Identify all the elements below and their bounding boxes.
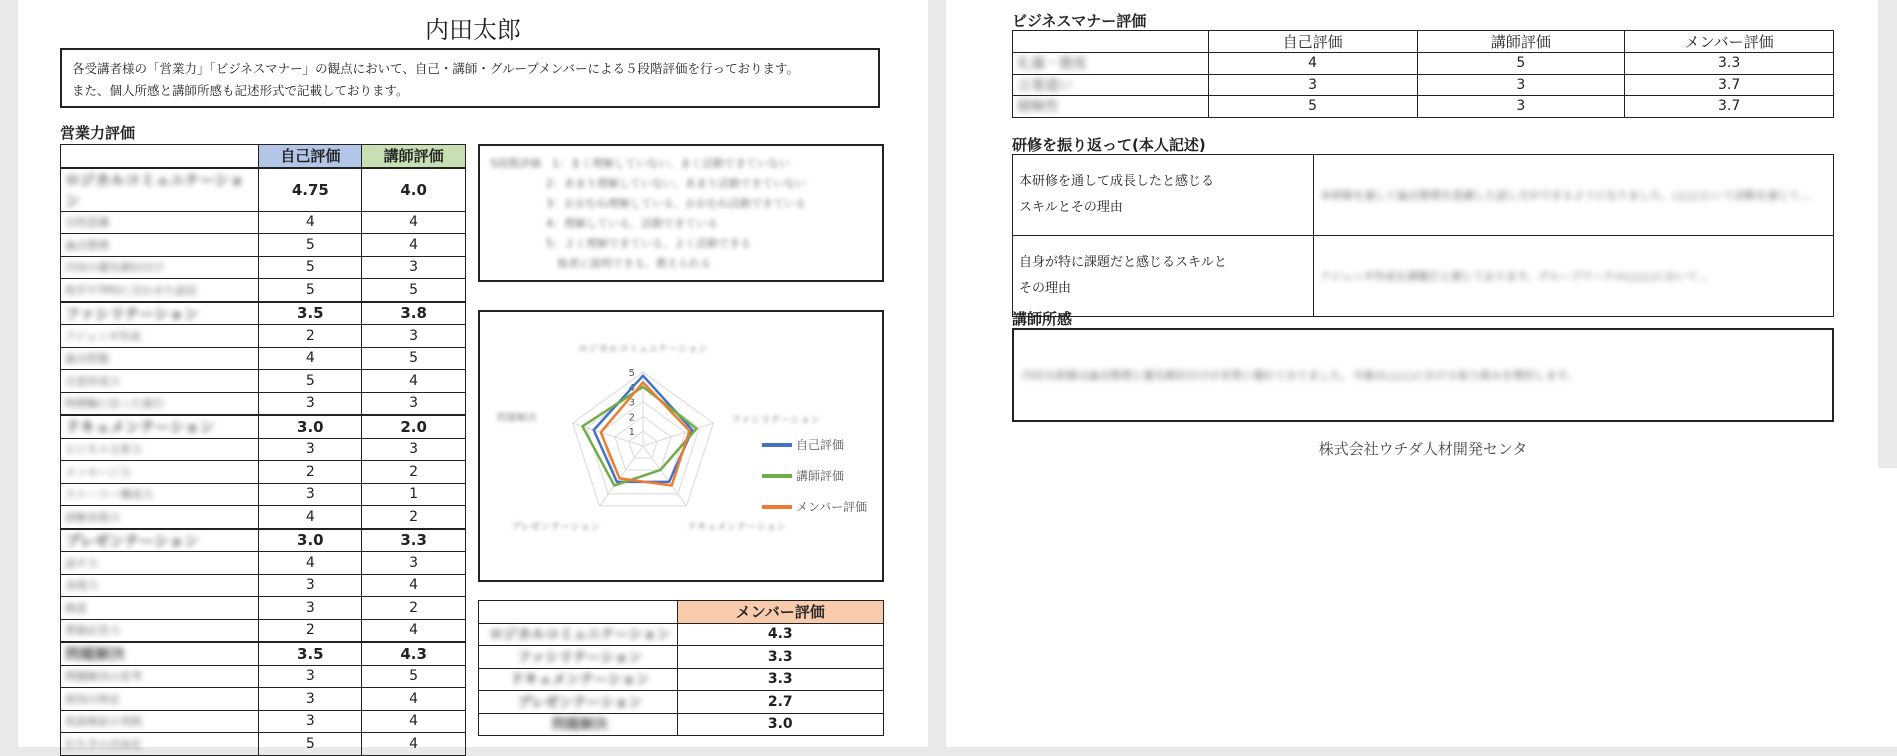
reflection-row: [1013, 155, 1834, 236]
instructor-score: 4: [362, 370, 466, 393]
instructor-score: 4: [362, 234, 466, 257]
instructor-score: 3: [362, 325, 466, 348]
company-name: 株式会社ウチダ人材開発センタ: [1318, 440, 1528, 458]
table-row: [61, 392, 466, 415]
self-score: 4: [259, 211, 362, 234]
self-score: 3.5: [259, 302, 362, 325]
skill-name: [61, 168, 259, 212]
table-row: [61, 688, 466, 711]
table-row: [479, 691, 884, 714]
skill-name: [61, 325, 259, 348]
self-score: 5: [259, 234, 362, 257]
reflection-question-line: その理由: [1019, 281, 1072, 296]
report-page-left: [18, 0, 928, 752]
skill-name: [61, 733, 259, 756]
skill-name: [61, 574, 259, 597]
self-score: 3.5: [259, 642, 362, 665]
member-header: メンバー評価: [677, 601, 884, 624]
manner-evaluation-table: [1012, 30, 1834, 118]
skill-name-text: 打ち手の具体化: [65, 737, 142, 751]
table-row: [479, 646, 884, 669]
table-row: [61, 506, 466, 529]
skill-name: [61, 529, 259, 552]
skill-name: [61, 710, 259, 733]
radar-category-label: ロジカルコミュニケーション: [578, 344, 708, 355]
skill-name-text: 合意形成力: [65, 374, 120, 388]
reflection-question: [1013, 236, 1314, 317]
self-score: 5: [259, 256, 362, 279]
table-row: [61, 710, 466, 733]
member-score: 3.7: [1625, 74, 1834, 96]
sales-evaluation-table: [60, 144, 466, 756]
manner-item-text: 積極性: [1017, 99, 1059, 116]
instructor-section-label: 講師所感: [1012, 310, 1073, 328]
table-row: [61, 347, 466, 370]
instructor-score: 3: [1417, 74, 1625, 96]
self-score: 5: [259, 370, 362, 393]
instructor-score: 3.8: [362, 302, 466, 325]
reflection-row: [1013, 236, 1834, 317]
category-row: [61, 642, 466, 665]
manner-header-member: メンバー評価: [1625, 31, 1834, 53]
category-name-text: ドキュメンテーション: [510, 672, 650, 689]
skill-name: [61, 619, 259, 642]
sales-header-instructor: 講師評価: [362, 145, 466, 168]
sales-header-self: 自己評価: [259, 145, 362, 168]
self-score: 3: [259, 438, 362, 461]
skill-name: [61, 506, 259, 529]
legend-label: 講師評価: [796, 469, 845, 483]
self-score: 4.75: [259, 168, 362, 212]
skill-name-text: アジェンダ作成: [65, 329, 141, 343]
instructor-score: 4: [362, 211, 466, 234]
skill-name-text: ビジネス文章力: [65, 443, 142, 457]
skill-name: [61, 279, 259, 302]
manner-item-text: 礼儀・態度: [1017, 56, 1087, 73]
table-row: [61, 256, 466, 279]
radar-tick-label: 4: [628, 382, 635, 394]
radar-tick-label: 5: [628, 368, 635, 379]
skill-name-text: 目的意識: [65, 216, 109, 230]
skill-name-text: 質疑応答力: [65, 624, 120, 638]
report-page-right: [946, 0, 1878, 468]
skill-name-text: 問題解決の思考: [65, 670, 142, 684]
table-row: [61, 211, 466, 234]
blank-area: [946, 468, 1897, 747]
member-header-blank: [479, 601, 678, 624]
self-score: 3: [259, 574, 362, 597]
reflection-question-line: 本研修を通して成長したと感じる: [1019, 174, 1215, 189]
scale-legend-line: 2：あまり理解していない、あまり活動できていない: [546, 177, 806, 190]
legend-entry: [762, 429, 867, 460]
skill-name: [61, 211, 259, 234]
table-row: [479, 623, 884, 646]
manner-section-label: ビジネスマナー評価: [1012, 12, 1147, 30]
table-row: [61, 325, 466, 348]
instructor-score: 3: [1417, 96, 1625, 118]
member-evaluation-table: [478, 600, 884, 736]
self-score: 3: [259, 710, 362, 733]
skill-name-text: 内容の優先順位付け: [65, 261, 164, 275]
skill-name: [61, 438, 259, 461]
category-row: [61, 302, 466, 325]
instructor-score: 4: [362, 574, 466, 597]
category-row: [61, 529, 466, 552]
reflection-answer: 本研修を通して論点整理を意識した話し方ができるようになりました。○○○という活動を通じて…: [1320, 189, 1811, 202]
self-score: 4: [259, 506, 362, 529]
radar-category-label: 問題解決: [496, 413, 537, 425]
legend-label: 自己評価: [796, 438, 845, 452]
instructor-score: 4: [362, 733, 466, 756]
radar-tick-label: 3: [628, 397, 635, 409]
table-row: [61, 438, 466, 461]
radar-chart: [478, 310, 884, 582]
reflection-answer: アジェンダ作成を課題だと感じております。グループワークの○○○において…: [1320, 270, 1709, 283]
skill-name: [61, 688, 259, 711]
skill-name-text: 論点整理: [65, 238, 109, 252]
table-row: [61, 461, 466, 484]
manner-item-text: 言葉遣い: [1017, 77, 1073, 94]
instructor-score: 2.0: [362, 415, 466, 438]
self-score: 5: [1208, 96, 1417, 118]
member-score: 3.7: [1625, 96, 1834, 118]
skill-name: [61, 552, 259, 575]
sales-header-blank: [61, 145, 259, 168]
instructor-score: 3: [362, 392, 466, 415]
category-name-text: プレゼンテーション: [517, 694, 643, 711]
scale-legend-box: [478, 144, 884, 282]
scale-legend-text: [490, 154, 872, 274]
instructor-score: 2: [362, 461, 466, 484]
instructor-score: 5: [1417, 53, 1625, 75]
skill-name: [61, 483, 259, 506]
skill-name-text: 論点把握: [65, 352, 109, 366]
table-row: [61, 552, 466, 575]
skill-name-text: ドキュメンテーション: [65, 418, 215, 437]
instructor-score: 4.0: [362, 168, 466, 212]
scale-legend-line: 3：おおむね理解している、おおむね活動できている: [546, 197, 806, 210]
radar-category-label: ドキュメンテーション: [686, 521, 787, 533]
self-score: 3: [259, 392, 362, 415]
legend-swatch: [762, 505, 792, 509]
table-row: [1013, 53, 1834, 75]
self-score: 3: [1208, 74, 1417, 96]
scale-legend-line: 4：理解している、活動できている: [546, 217, 718, 230]
table-row: [61, 234, 466, 257]
self-score: 5: [259, 733, 362, 756]
skill-name-text: 原因の特定: [65, 692, 120, 706]
legend-label: メンバー評価: [796, 500, 868, 514]
intro-box: [60, 48, 880, 108]
reflection-section-label: 研修を振り返って(本人記述): [1012, 136, 1206, 154]
self-score: 2: [259, 325, 362, 348]
skill-name-text: プレゼンテーション: [65, 531, 199, 550]
instructor-score: 3: [362, 256, 466, 279]
manner-header-self: 自己評価: [1208, 31, 1417, 53]
instructor-score: 2: [362, 597, 466, 620]
member-score: 3.3: [1625, 53, 1834, 75]
category-name: [479, 668, 678, 691]
self-score: 4: [259, 347, 362, 370]
instructor-score: 2: [362, 506, 466, 529]
radar-tick-label: 2: [628, 412, 635, 424]
instructor-score: 5: [362, 665, 466, 688]
instructor-score: 3: [362, 552, 466, 575]
table-row: [61, 279, 466, 302]
table-row: [479, 713, 884, 736]
instructor-score: 4.3: [362, 642, 466, 665]
category-name: [479, 646, 678, 669]
radar-category-label: プレゼンテーション: [510, 521, 601, 533]
skill-name-text: 仮説検証の実践: [65, 715, 142, 729]
category-name: [479, 691, 678, 714]
skill-name: [61, 597, 259, 620]
legend-entry: [762, 491, 867, 522]
instructor-score: 5: [362, 347, 466, 370]
skill-name: [61, 642, 259, 665]
reflection-question-line: スキルとその理由: [1019, 200, 1123, 215]
self-score: 2: [259, 619, 362, 642]
manner-item: [1013, 96, 1209, 118]
skill-name-text: 図解表現力: [65, 510, 120, 524]
manner-item: [1013, 53, 1209, 75]
skill-name: [61, 665, 259, 688]
skill-name: [61, 234, 259, 257]
skill-name-text: ロジカルコミュニケーション: [65, 170, 245, 210]
member-score: 3.0: [677, 713, 884, 736]
skill-name: [61, 302, 259, 325]
self-score: 3: [259, 597, 362, 620]
page-title: 内田太郎: [425, 16, 521, 44]
scale-legend-line: 5：よく理解できている、よく活動できる: [546, 237, 751, 250]
intro-line-1: 各受講者様の「営業力」「ビジネスマナー」の観点において、自己・講師・グループメンバーによる５段階評価を行っております。: [72, 61, 800, 76]
member-score: 3.3: [677, 668, 884, 691]
instructor-score: 3.3: [362, 529, 466, 552]
self-score: 3: [259, 665, 362, 688]
manner-header-blank: [1013, 31, 1209, 53]
skill-name-text: 問題解決: [65, 645, 126, 664]
skill-name-text: 相手やTPOに合わせた話法: [65, 283, 198, 297]
instructor-score: 5: [362, 279, 466, 302]
instructor-score: 4: [362, 688, 466, 711]
self-score: 2: [259, 461, 362, 484]
skill-name: [61, 415, 259, 438]
self-score: 4: [1208, 53, 1417, 75]
skill-name: [61, 461, 259, 484]
instructor-comment: 内田太郎様は論点整理と優先順位付けが非常に優れておりました。今後は○○○における取り組みを期待します。: [1022, 369, 1578, 382]
category-name-text: 問題解決: [551, 717, 608, 734]
category-name: [479, 713, 678, 736]
skill-name-text: ストーリー構成力: [65, 488, 153, 502]
self-score: 4: [259, 552, 362, 575]
scale-legend-line: 5段階評価 1：まく理解していない、まく活動できていない: [490, 157, 790, 170]
table-row: [61, 370, 466, 393]
scale-legend-line: 他者に説明できる、教えられる: [546, 257, 711, 270]
radar-series-line: [582, 387, 696, 486]
member-score: 3.3: [677, 646, 884, 669]
legend-swatch: [762, 443, 792, 447]
intro-line-2: また、個人所感と講師所感も記述形式で記載しております。: [72, 83, 409, 98]
table-row: [61, 665, 466, 688]
skill-name-text: 表現力: [65, 579, 98, 593]
skill-name-text: 熱意: [65, 601, 87, 615]
table-row: [61, 619, 466, 642]
table-row: [61, 483, 466, 506]
category-row: [61, 168, 466, 212]
table-row: [1013, 96, 1834, 118]
self-score: 3.0: [259, 415, 362, 438]
table-row: [61, 574, 466, 597]
member-score: 4.3: [677, 623, 884, 646]
skill-name-text: 話す力: [65, 556, 98, 570]
instructor-score: 4: [362, 619, 466, 642]
legend-swatch: [762, 474, 792, 478]
category-name-text: ファシリテーション: [517, 649, 643, 666]
member-score: 2.7: [677, 691, 884, 714]
table-row: [479, 668, 884, 691]
table-row: [61, 733, 466, 756]
self-score: 5: [259, 279, 362, 302]
legend-entry: [762, 460, 867, 491]
skill-name: [61, 370, 259, 393]
category-name: [479, 623, 678, 646]
manner-item: [1013, 74, 1209, 96]
skill-name-text: 時間軸に沿った進行: [65, 397, 164, 411]
reflection-table: [1012, 154, 1834, 317]
skill-name: [61, 392, 259, 415]
sales-section-label: 営業力評価: [60, 124, 136, 142]
self-score: 3.0: [259, 529, 362, 552]
radar-category-label: ファシリテーション: [730, 415, 820, 427]
skill-name-text: メッセージ力: [65, 465, 131, 479]
chart-legend: [762, 429, 867, 522]
table-row: [1013, 74, 1834, 96]
skill-name: [61, 347, 259, 370]
reflection-question-line: 自身が特に課題だと感じるスキルと: [1019, 255, 1227, 270]
manner-header-instructor: 講師評価: [1417, 31, 1625, 53]
instructor-comment-box: [1012, 328, 1834, 422]
self-score: 3: [259, 483, 362, 506]
instructor-score: 1: [362, 483, 466, 506]
radar-tick-label: 1: [628, 427, 635, 439]
instructor-score: 3: [362, 438, 466, 461]
skill-name: [61, 256, 259, 279]
self-score: 3: [259, 688, 362, 711]
category-name-text: ロジカルコミュニケーション: [489, 627, 671, 644]
category-row: [61, 415, 466, 438]
skill-name-text: ファシリテーション: [65, 304, 199, 323]
instructor-score: 4: [362, 710, 466, 733]
table-row: [61, 597, 466, 620]
reflection-question: [1013, 155, 1314, 236]
